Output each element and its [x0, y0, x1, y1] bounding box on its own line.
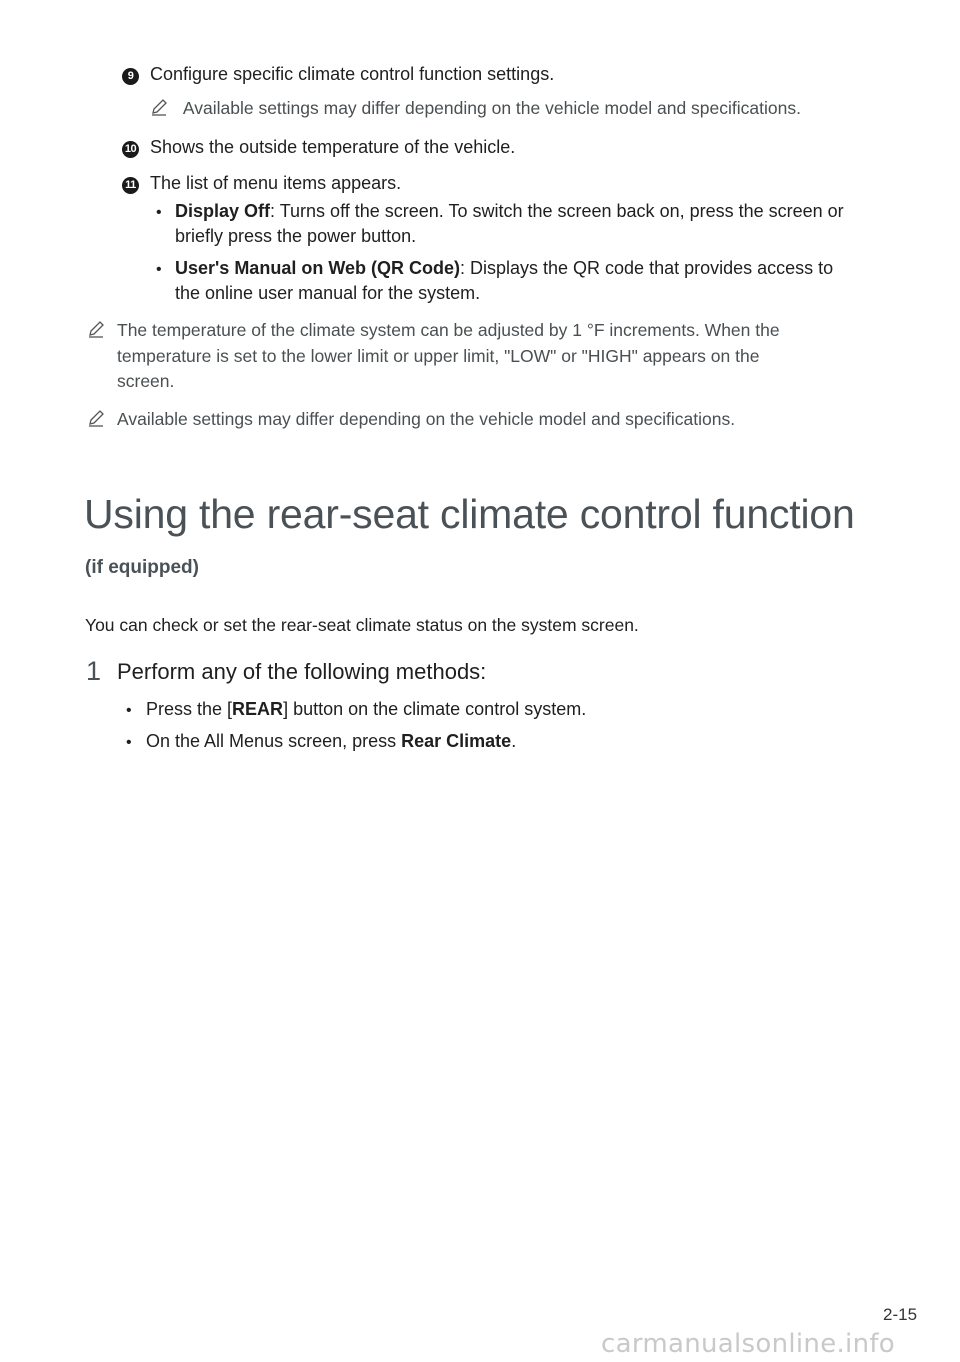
display-off-label: Display Off — [175, 201, 271, 221]
item-9-badge: 9 — [122, 68, 139, 85]
pencil-note-icon — [149, 97, 169, 117]
settings-note: Available settings may differ depending on the vehicle model and specifications. — [117, 409, 736, 429]
item-11-badge: 11 — [122, 177, 139, 194]
users-manual-desc-cont: the online user manual for the system. — [175, 283, 481, 303]
bullet-dot: • — [126, 702, 132, 719]
step-bullet-2-pre: On the All Menus screen, press — [146, 731, 402, 751]
temperature-note-line3: screen. — [117, 371, 175, 391]
pencil-note-icon — [86, 319, 106, 339]
bullet-display-off — [156, 199, 162, 225]
section-title: Using the rear-seat climate control function — [84, 491, 855, 537]
list-item-11 — [122, 171, 401, 195]
rear-climate-label: Rear Climate — [401, 731, 512, 751]
temperature-note-line2: temperature is set to the lower limit or upper limit, "LOW" or "HIGH" appears on the — [117, 345, 760, 366]
item-10-badge: 10 — [122, 141, 139, 158]
list-item-9 — [122, 62, 554, 86]
rear-button-label: REAR — [232, 699, 284, 719]
step-bullet-1-post: ] button on the climate control system. — [283, 699, 587, 719]
users-manual-desc: : Displays the QR code that provides access to — [459, 258, 834, 278]
temperature-note-line1: The temperature of the climate system can be adjusted by 1 °F increments. When the — [117, 320, 780, 340]
display-off-desc: : Turns off the screen. To switch the screen back on, press the screen or — [270, 201, 844, 221]
section-intro: You can check or set the rear-seat climate status on the system screen. — [85, 615, 639, 635]
section-subtitle: (if equipped) — [85, 557, 199, 578]
bullet-dot: • — [126, 734, 132, 751]
bullet-users-manual-line1 — [175, 256, 833, 280]
temperature-note — [117, 318, 780, 395]
bullet-dot: • — [156, 204, 162, 221]
step-bullet-rear-climate — [146, 729, 516, 753]
watermark: carmanualsonline.info — [601, 1329, 896, 1359]
step-number: 1 — [86, 656, 102, 686]
list-item-10 — [122, 135, 515, 159]
item-9-note — [149, 96, 801, 122]
step-bullet-1-pre: Press the [ — [146, 699, 233, 719]
bullet-dot: • — [156, 261, 162, 278]
bullet-display-off-line1 — [175, 199, 844, 223]
users-manual-label: User's Manual on Web (QR Code) — [175, 258, 460, 278]
step-bullet-2-post: . — [511, 731, 517, 751]
pencil-note-icon — [86, 408, 106, 428]
item-9-text: Configure specific climate control function settings. — [150, 64, 555, 84]
display-off-desc-cont: briefly press the power button. — [175, 226, 417, 246]
item-9-note-text: Available settings may differ depending on the vehicle model and specifications. — [182, 98, 801, 118]
step-bullet-rear-button — [146, 697, 586, 721]
item-11-text: The list of menu items appears. — [150, 173, 402, 193]
step-text: Perform any of the following methods: — [117, 659, 487, 684]
item-10-text: Shows the outside temperature of the vehicle. — [150, 137, 516, 157]
bullet-users-manual — [156, 256, 162, 282]
page-number: 2-15 — [883, 1305, 918, 1324]
